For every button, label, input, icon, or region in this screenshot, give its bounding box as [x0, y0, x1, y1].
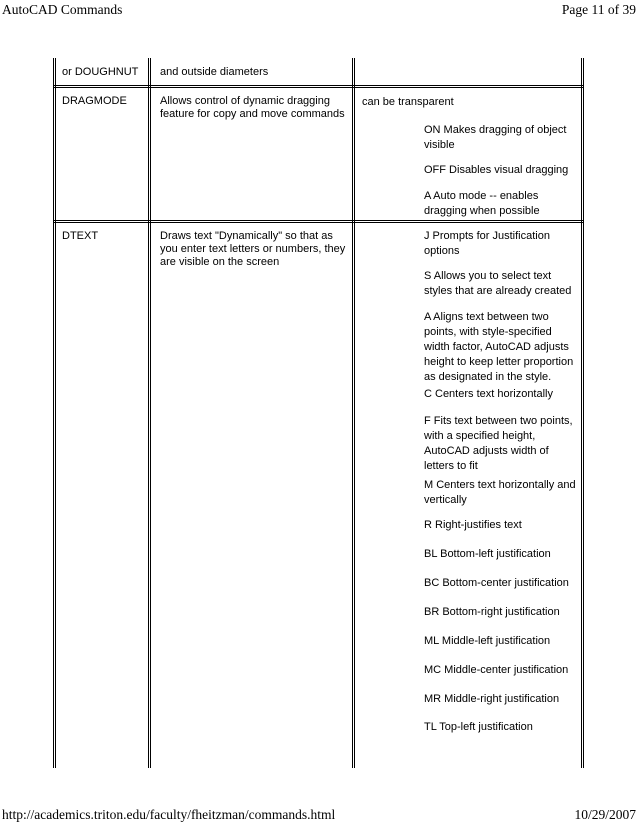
option-item: J Prompts for Justification options	[424, 230, 550, 257]
option-item: C Centers text horizontally	[424, 388, 553, 400]
option-item: S Allows you to select text styles that are already created	[424, 270, 572, 297]
option-item: R Right-justifies text	[424, 519, 522, 531]
column-divider-1	[148, 58, 151, 768]
command-description: and outside diameters	[160, 66, 269, 78]
option-item: BL Bottom-left justification	[424, 548, 551, 560]
command-description: Draws text "Dynamically" so that as you enter text letters or numbers, they are visible on the screen	[160, 230, 346, 268]
option-item: MR Middle-right justification	[424, 693, 560, 705]
option-item: BC Bottom-center justification	[424, 577, 569, 589]
command-name: or DOUGHNUT	[62, 66, 139, 78]
page-header-title: AutoCAD Commands	[2, 2, 123, 17]
page-url: http://academics.triton.edu/faculty/fheitzman/commands.html	[2, 807, 336, 822]
page-number: Page 11 of 39	[561, 2, 636, 17]
table-border-left	[53, 58, 56, 768]
column-divider-2	[352, 58, 355, 768]
option-item: ON Makes dragging of object visible	[424, 124, 567, 151]
print-date: 10/29/2007	[574, 807, 636, 822]
row-divider-1	[53, 85, 584, 88]
command-name: DRAGMODE	[62, 95, 127, 107]
command-note: can be transparent	[362, 96, 454, 108]
option-item: OFF Disables visual dragging	[424, 164, 569, 176]
option-item: F Fits text between two points, with a specified height, AutoCAD adjusts width of letters to fit	[424, 415, 573, 472]
command-name: DTEXT	[62, 230, 99, 242]
option-item: ML Middle-left justification	[424, 635, 551, 647]
command-description: Allows control of dynamic dragging feature for copy and move commands	[160, 95, 345, 120]
row-divider-2	[53, 220, 584, 223]
option-item: BR Bottom-right justification	[424, 606, 560, 618]
option-item: A Aligns text between two points, with style-specified width factor, AutoCAD adjusts height to keep letter proportion as designated in the style.	[424, 311, 574, 383]
option-item: A Auto mode -- enables dragging when possible	[424, 190, 540, 217]
option-item: M Centers text horizontally and vertically	[424, 479, 576, 506]
option-item: MC Middle-center justification	[424, 664, 569, 676]
option-item: TL Top-left justification	[424, 721, 533, 733]
table-border-right	[581, 58, 584, 768]
